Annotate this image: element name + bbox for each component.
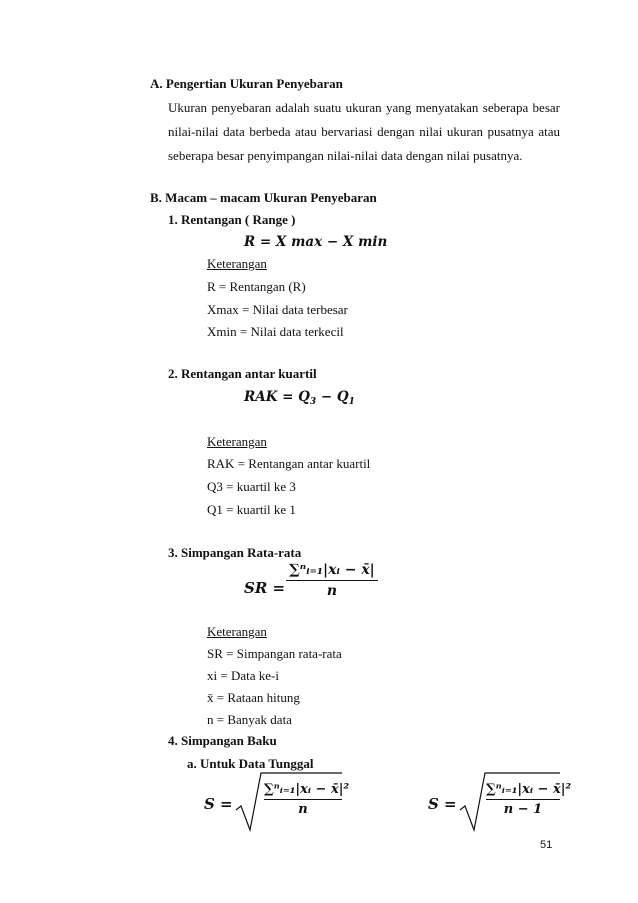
sr-numerator: ∑ⁿᵢ₌₁|xᵢ − x̄|	[289, 562, 375, 578]
section-a-para-line-1: Ukuran penyebaran adalah suatu ukuran yang menyatakan seberapa besar	[168, 100, 560, 115]
item-2-note-q3: Q3 = kuartil ke 3	[207, 479, 296, 494]
std-formula-2-lhs: S =	[428, 795, 457, 813]
q1-symbol: Q	[336, 389, 349, 405]
rak-minus: −	[316, 389, 337, 405]
std-fraction-2	[486, 782, 572, 817]
section-b-heading: B. Macam – macam Ukuran Penyebaran	[150, 190, 377, 205]
section-a-para-line-3: seberapa besar penyimpangan nilai-nilai data dengan nilai pusatnya.	[168, 148, 523, 163]
std-denominator-2: n − 1	[503, 802, 543, 817]
item-2-title: 2. Rentangan antar kuartil	[168, 366, 317, 381]
item-1-note-3: Xmin = Nilai data terkecil	[207, 324, 344, 339]
item-2-note-1: RAK = Rentangan antar kuartil	[207, 456, 371, 471]
section-a-heading: A. Pengertian Ukuran Penyebaran	[150, 76, 343, 91]
item-3-note-1: SR = Simpangan rata-rata	[207, 646, 342, 661]
section-a-para-line-2: nilai-nilai data berbeda atau bervariasi dengan nilai ukuran pusatnya atau	[168, 124, 560, 139]
std-fraction-bar-2	[486, 799, 560, 800]
q3-subscript: 3	[309, 397, 317, 407]
sr-fraction	[286, 562, 378, 599]
item-2-keterangan: Keterangan	[207, 434, 267, 449]
page-number: 51	[540, 839, 553, 851]
item-1-title: 1. Rentangan ( Range )	[168, 212, 296, 227]
item-3-note-3: x̄ = Rataan hitung	[207, 690, 300, 705]
item-2-note-q1: Q1 = kuartil ke 1	[207, 502, 296, 517]
item-4-title: 4. Simpangan Baku	[168, 733, 277, 748]
item-3-note-2: xi = Data ke-i	[207, 668, 279, 683]
std-numerator-1: ∑ⁿᵢ₌₁|xᵢ − x̄|²	[264, 782, 350, 797]
item-1-keterangan: Keterangan	[207, 256, 267, 271]
item-1-note-1: R = Rentangan (R)	[207, 279, 306, 294]
sr-lhs: SR =	[244, 579, 286, 597]
sr-fraction-bar	[286, 580, 378, 581]
std-fraction-1	[264, 782, 350, 817]
item-4a-title: a. Untuk Data Tunggal	[187, 756, 314, 771]
std-denominator-1: n	[298, 802, 308, 817]
q1-subscript: 1	[348, 397, 355, 407]
rak-lhs: RAK =	[244, 389, 294, 405]
std-numerator-2: ∑ⁿᵢ₌₁|xᵢ − x̄|²	[486, 782, 572, 797]
item-3-title: 3. Simpangan Rata-rata	[168, 545, 302, 560]
item-1-note-2: Xmax = Nilai data terbesar	[207, 302, 348, 317]
range-formula: R = X max − X min	[244, 234, 388, 250]
sr-denominator: n	[326, 583, 338, 599]
std-fraction-bar-1	[264, 799, 342, 800]
std-formula-1-lhs: S =	[204, 795, 233, 813]
q3-symbol: Q	[298, 389, 310, 405]
rak-formula	[244, 389, 355, 407]
item-3-keterangan: Keterangan	[207, 624, 267, 639]
item-3-note-4: n = Banyak data	[207, 712, 292, 727]
